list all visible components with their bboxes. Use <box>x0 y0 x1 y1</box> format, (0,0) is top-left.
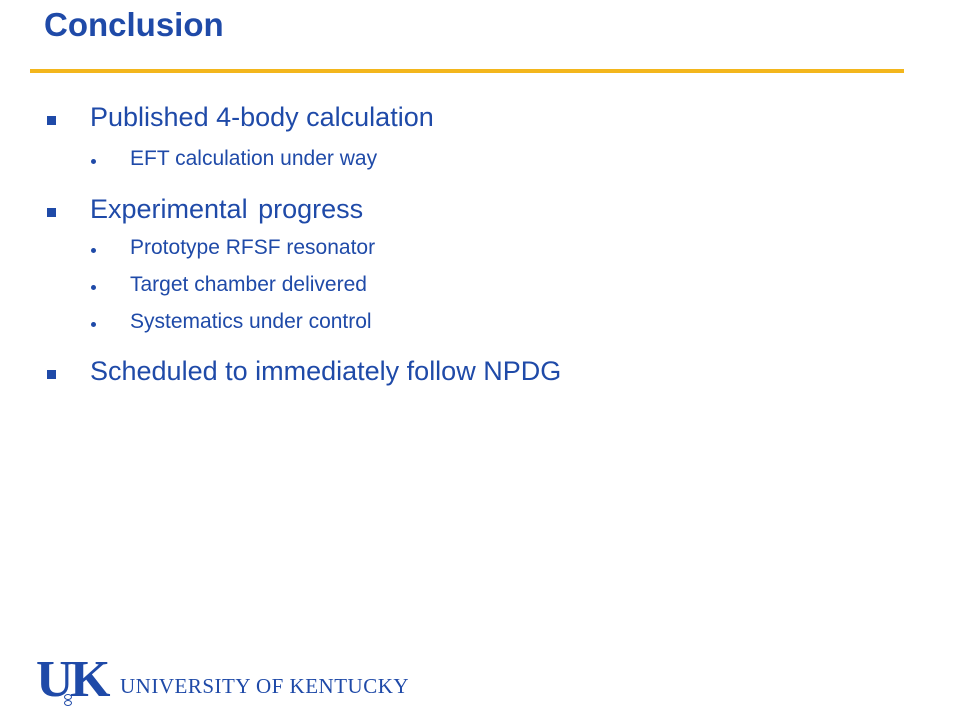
monogram-k: K <box>70 651 111 708</box>
sub-bullet-target-chamber: Target chamber delivered <box>130 273 367 296</box>
dot-bullet-icon <box>91 322 96 327</box>
square-bullet-icon <box>47 208 56 217</box>
sub-bullet-eft: EFT calculation under way <box>130 147 378 170</box>
sub-bullet-prototype: Prototype RFSF resonator <box>130 236 376 259</box>
bullet-item-published: Published 4-body calculation <box>90 102 434 132</box>
slide-title: Conclusion <box>44 6 224 43</box>
bullet-item-experimental: Experimental progress <box>90 194 364 224</box>
university-name: UNIVERSITY OF KENTUCKY <box>120 673 410 698</box>
square-bullet-icon <box>47 370 56 379</box>
square-bullet-icon <box>47 116 56 125</box>
sub-bullet-systematics: Systematics under control <box>130 310 372 333</box>
dot-bullet-icon <box>91 159 96 164</box>
monogram-u: U <box>36 651 74 708</box>
uk-monogram <box>36 651 114 708</box>
bullet-item-scheduled: Scheduled to immediately follow NPDG <box>90 356 562 386</box>
chain-link-icon <box>64 694 74 708</box>
dot-bullet-icon <box>91 248 96 253</box>
title-divider <box>30 69 904 73</box>
university-logo <box>36 651 410 708</box>
dot-bullet-icon <box>91 285 96 290</box>
